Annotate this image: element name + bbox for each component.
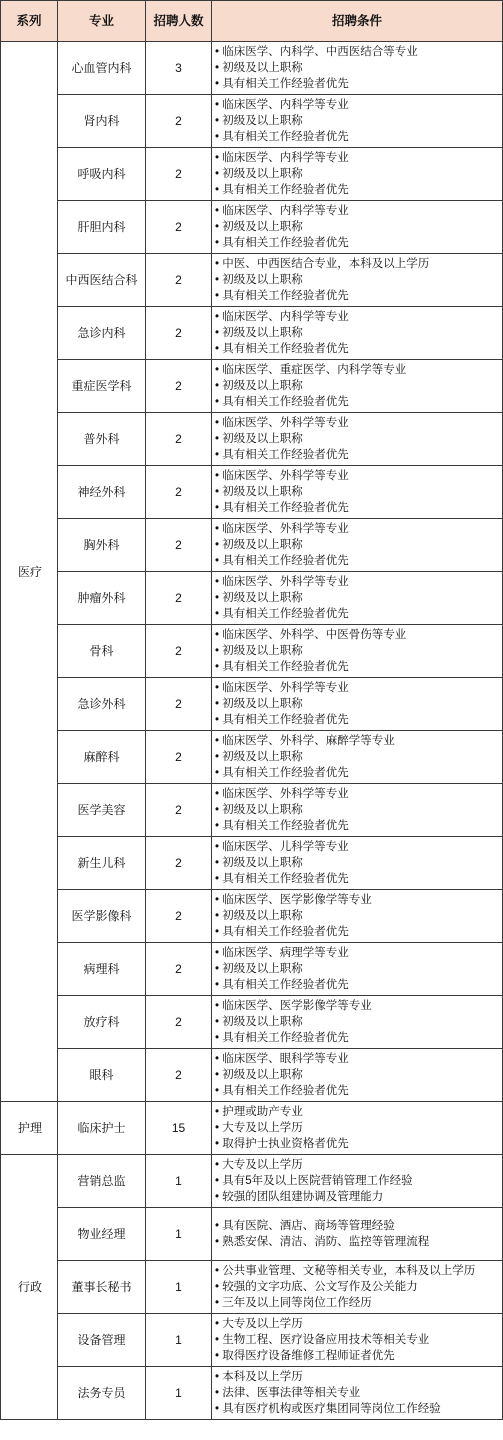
requirement-line: • 具有相关工作经验者优先: [215, 873, 349, 885]
major-cell: 病理科: [58, 943, 146, 996]
requirements-cell: [212, 201, 503, 254]
header-series: 系列: [1, 1, 58, 42]
requirement-line: • 初级及以上职称: [215, 433, 303, 445]
count-cell: 1: [146, 1367, 212, 1420]
major-cell: 心血管内科: [58, 42, 146, 95]
requirement-line: • 临床医学、外科学等专业: [215, 576, 349, 588]
requirement-line: • 具有相关工作经验者优先: [215, 820, 349, 832]
requirements-cell: [212, 784, 503, 837]
requirement-line: • 初级及以上职称: [215, 168, 303, 180]
major-cell: 急诊内科: [58, 307, 146, 360]
requirement-line: • 熟悉安保、清洁、消防、监控等管理流程: [215, 1236, 430, 1248]
count-cell: 2: [146, 784, 212, 837]
requirement-line: • 具有相关工作经验者优先: [215, 131, 349, 143]
table-header-row: [1, 1, 503, 42]
table-row: [1, 1314, 503, 1367]
requirement-line: • 初级及以上职称: [215, 62, 303, 74]
requirement-line: • 具有相关工作经验者优先: [215, 767, 349, 779]
requirement-line: • 大专及以上学历: [215, 1122, 303, 1134]
table-row: [1, 678, 503, 731]
requirement-line: • 初级及以上职称: [215, 274, 303, 286]
requirement-line: • 取得护士执业资格者优先: [215, 1138, 349, 1150]
requirement-line: • 具有相关工作经验者优先: [215, 661, 349, 673]
table-row: [1, 837, 503, 890]
count-cell: 1: [146, 1261, 212, 1314]
requirement-line: • 初级及以上职称: [215, 1069, 303, 1081]
requirement-line: • 临床医学、外科学等专业: [215, 470, 349, 482]
count-cell: 2: [146, 890, 212, 943]
requirement-line: • 初级及以上职称: [215, 698, 303, 710]
requirement-line: • 具有相关工作经验者优先: [215, 449, 349, 461]
major-cell: 医学美容: [58, 784, 146, 837]
table-row: [1, 254, 503, 307]
major-cell: 物业经理: [58, 1208, 146, 1261]
major-cell: 骨科: [58, 625, 146, 678]
requirements-cell: [212, 625, 503, 678]
requirements-cell: [212, 890, 503, 943]
requirement-line: • 初级及以上职称: [215, 327, 303, 339]
series-cell: 护理: [1, 1102, 58, 1155]
requirements-cell: [212, 519, 503, 572]
major-cell: 肝胆内科: [58, 201, 146, 254]
header-major: 专业: [58, 1, 146, 42]
count-cell: 2: [146, 413, 212, 466]
requirement-line: • 临床医学、外科学等专业: [215, 417, 349, 429]
requirement-line: • 初级及以上职称: [215, 486, 303, 498]
requirements-cell: [212, 148, 503, 201]
requirement-line: • 临床医学、内科学、中西医结合等专业: [215, 46, 418, 58]
table-row: [1, 307, 503, 360]
count-cell: 1: [146, 1155, 212, 1208]
major-cell: 胸外科: [58, 519, 146, 572]
requirement-line: • 临床医学、外科学、麻醉学等专业: [215, 735, 395, 747]
requirement-line: • 具有相关工作经验者优先: [215, 714, 349, 726]
major-cell: 肾内科: [58, 95, 146, 148]
requirement-line: • 具有相关工作经验者优先: [215, 555, 349, 567]
table-row: [1, 572, 503, 625]
table-row: [1, 519, 503, 572]
major-cell: 麻醉科: [58, 731, 146, 784]
table-row: [1, 1155, 503, 1208]
requirement-line: • 初级及以上职称: [215, 963, 303, 975]
requirement-line: • 大专及以上学历: [215, 1159, 303, 1171]
requirements-cell: [212, 837, 503, 890]
requirement-line: • 具有相关工作经验者优先: [215, 237, 349, 249]
requirements-cell: [212, 1314, 503, 1367]
requirement-line: • 临床医学、外科学等专业: [215, 682, 349, 694]
requirement-line: • 本科及以上学历: [215, 1371, 303, 1383]
count-cell: 2: [146, 148, 212, 201]
requirement-line: • 具有相关工作经验者优先: [215, 926, 349, 938]
requirement-line: • 法律、医事法律等相关专业: [215, 1387, 361, 1399]
requirement-line: • 初级及以上职称: [215, 592, 303, 604]
requirement-line: • 初级及以上职称: [215, 115, 303, 127]
count-cell: 3: [146, 42, 212, 95]
requirement-line: • 初级及以上职称: [215, 910, 303, 922]
requirement-line: • 临床医学、内科学等专业: [215, 99, 349, 111]
requirements-cell: [212, 95, 503, 148]
count-cell: 2: [146, 95, 212, 148]
requirement-line: • 初级及以上职称: [215, 645, 303, 657]
major-cell: 重症医学科: [58, 360, 146, 413]
requirement-line: • 初级及以上职称: [215, 221, 303, 233]
requirement-line: • 较强的团队组建协调及管理能力: [215, 1191, 384, 1203]
count-cell: 2: [146, 678, 212, 731]
count-cell: 2: [146, 519, 212, 572]
requirement-line: • 较强的文字功底、公文写作及公关能力: [215, 1281, 418, 1293]
count-cell: 15: [146, 1102, 212, 1155]
requirements-cell: [212, 307, 503, 360]
requirements-cell: [212, 1049, 503, 1102]
requirement-line: • 临床医学、外科学、中医骨伤等专业: [215, 629, 407, 641]
major-cell: 医学影像科: [58, 890, 146, 943]
requirements-cell: [212, 1102, 503, 1155]
requirements-cell: [212, 943, 503, 996]
series-cell: 行政: [1, 1155, 58, 1420]
requirement-line: • 临床医学、医学影像学等专业: [215, 1000, 372, 1012]
major-cell: 中西医结合科: [58, 254, 146, 307]
table-row: [1, 1261, 503, 1314]
table-row: [1, 1049, 503, 1102]
count-cell: 2: [146, 201, 212, 254]
count-cell: 2: [146, 1049, 212, 1102]
count-cell: 2: [146, 360, 212, 413]
requirement-line: • 具有相关工作经验者优先: [215, 290, 349, 302]
requirement-line: • 具有相关工作经验者优先: [215, 979, 349, 991]
requirement-line: • 临床医学、外科学等专业: [215, 788, 349, 800]
requirement-line: • 具有医疗机构或医疗集团同等岗位工作经验: [215, 1403, 441, 1415]
major-cell: 临床护士: [58, 1102, 146, 1155]
table-row: [1, 148, 503, 201]
requirement-line: • 具有5年及以上医院营销管理工作经验: [215, 1175, 413, 1187]
table-row: [1, 360, 503, 413]
count-cell: 2: [146, 837, 212, 890]
count-cell: 1: [146, 1314, 212, 1367]
requirements-cell: [212, 466, 503, 519]
header-count: 招聘人数: [146, 1, 212, 42]
requirements-cell: [212, 413, 503, 466]
requirement-line: • 中医、中西医结合专业，本科及以上学历: [215, 258, 430, 270]
requirement-line: • 大专及以上学历: [215, 1318, 303, 1330]
requirement-line: • 具有相关工作经验者优先: [215, 78, 349, 90]
requirements-cell: [212, 731, 503, 784]
requirements-cell: [212, 1208, 503, 1261]
table-row: [1, 731, 503, 784]
major-cell: 神经外科: [58, 466, 146, 519]
requirements-cell: [212, 1367, 503, 1420]
requirement-line: • 具有相关工作经验者优先: [215, 396, 349, 408]
requirement-line: • 临床医学、眼科学等专业: [215, 1053, 349, 1065]
requirement-line: • 初级及以上职称: [215, 1016, 303, 1028]
count-cell: 2: [146, 254, 212, 307]
table-row: [1, 466, 503, 519]
count-cell: 2: [146, 731, 212, 784]
major-cell: 董事长秘书: [58, 1261, 146, 1314]
requirements-cell: [212, 996, 503, 1049]
count-cell: 2: [146, 625, 212, 678]
requirement-line: • 公共事业管理、文秘等相关专业，本科及以上学历: [215, 1265, 476, 1277]
major-cell: 营销总监: [58, 1155, 146, 1208]
major-cell: 法务专员: [58, 1367, 146, 1420]
table-row: [1, 1367, 503, 1420]
requirement-line: • 具有相关工作经验者优先: [215, 1085, 349, 1097]
table-row: [1, 943, 503, 996]
requirements-cell: [212, 678, 503, 731]
series-cell: 医疗: [1, 42, 58, 1102]
count-cell: 2: [146, 307, 212, 360]
table-row: [1, 42, 503, 95]
table-row: [1, 890, 503, 943]
major-cell: 眼科: [58, 1049, 146, 1102]
requirement-line: • 初级及以上职称: [215, 857, 303, 869]
requirement-line: • 临床医学、重症医学、内科学等专业: [215, 364, 407, 376]
requirement-line: • 初级及以上职称: [215, 751, 303, 763]
requirement-line: • 初级及以上职称: [215, 539, 303, 551]
major-cell: 急诊外科: [58, 678, 146, 731]
count-cell: 2: [146, 996, 212, 1049]
count-cell: 2: [146, 466, 212, 519]
requirements-cell: [212, 360, 503, 413]
major-cell: 新生儿科: [58, 837, 146, 890]
requirement-line: • 临床医学、内科学等专业: [215, 311, 349, 323]
requirement-line: • 临床医学、儿科学等专业: [215, 841, 349, 853]
requirement-line: • 具有相关工作经验者优先: [215, 184, 349, 196]
requirement-line: • 取得医疗设备维修工程师证者优先: [215, 1350, 395, 1362]
requirements-cell: [212, 1155, 503, 1208]
table-body: [1, 42, 503, 1420]
major-cell: 肿瘤外科: [58, 572, 146, 625]
requirement-line: • 具有相关工作经验者优先: [215, 1032, 349, 1044]
requirement-line: • 护理或助产专业: [215, 1106, 303, 1118]
requirements-cell: [212, 254, 503, 307]
count-cell: 2: [146, 943, 212, 996]
header-requirements: 招聘条件: [212, 1, 503, 42]
table-row: [1, 201, 503, 254]
requirement-line: • 具有相关工作经验者优先: [215, 343, 349, 355]
requirements-cell: [212, 42, 503, 95]
table-row: [1, 784, 503, 837]
requirement-line: • 三年及以上同等岗位工作经历: [215, 1297, 372, 1309]
major-cell: 设备管理: [58, 1314, 146, 1367]
requirement-line: • 初级及以上职称: [215, 380, 303, 392]
table-row: [1, 95, 503, 148]
requirements-cell: [212, 572, 503, 625]
requirement-line: • 具有相关工作经验者优先: [215, 502, 349, 514]
requirement-line: • 生物工程、医疗设备应用技术等相关专业: [215, 1334, 430, 1346]
table-row: [1, 996, 503, 1049]
requirements-cell: [212, 1261, 503, 1314]
requirement-line: • 初级及以上职称: [215, 804, 303, 816]
requirement-line: • 临床医学、内科学等专业: [215, 152, 349, 164]
count-cell: 1: [146, 1208, 212, 1261]
requirement-line: • 具有医院、酒店、商场等管理经验: [215, 1220, 395, 1232]
table-row: [1, 625, 503, 678]
major-cell: 普外科: [58, 413, 146, 466]
table-row: [1, 413, 503, 466]
requirement-line: • 临床医学、内科学等专业: [215, 205, 349, 217]
count-cell: 2: [146, 572, 212, 625]
requirement-line: • 临床医学、医学影像学等专业: [215, 894, 372, 906]
table-row: [1, 1102, 503, 1155]
requirement-line: • 临床医学、病理学等专业: [215, 947, 349, 959]
table-row: [1, 1208, 503, 1261]
requirement-line: • 具有相关工作经验者优先: [215, 608, 349, 620]
requirement-line: • 临床医学、外科学等专业: [215, 523, 349, 535]
major-cell: 放疗科: [58, 996, 146, 1049]
major-cell: 呼吸内科: [58, 148, 146, 201]
